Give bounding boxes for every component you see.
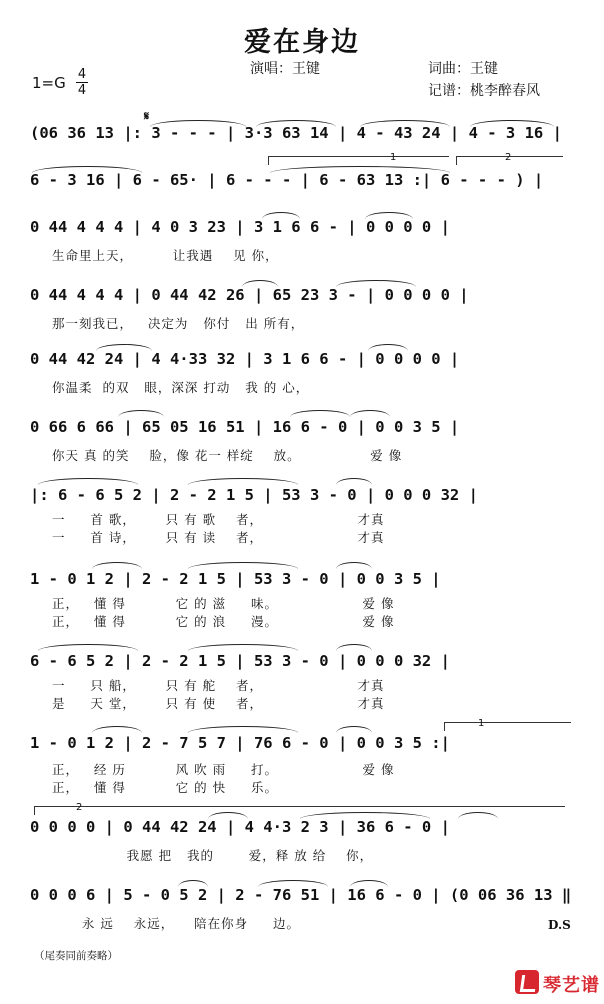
score-row-3-notes: 0 44 42 24 | 4 4·33 32 | 3 1 6 6 - | 0 0 0 0 | [30, 350, 460, 368]
footer-note: （尾奏同前奏略） [34, 950, 118, 962]
slur [96, 344, 152, 351]
slur [208, 812, 248, 819]
slur [336, 280, 416, 287]
score-row-6-lyric-1: 正， 懂 得 它 的 滋 味。 爱 像 [52, 596, 395, 611]
song-title: 爱在身边 [244, 27, 360, 58]
transcriber-credit: 记谱：桃李醉春风 [428, 83, 540, 99]
slur [336, 478, 372, 485]
slur [38, 478, 138, 485]
slur [92, 562, 142, 569]
slur [188, 478, 298, 485]
ds-marking: D.S [548, 918, 571, 932]
score-row-9-notes: 0 0 0 0 | 0 44 42 24 | 4 4·3 2 3 | 36 6 - 0 | [30, 818, 450, 836]
score-row-4-lyric-1: 你天 真 的笑 脸，像 花一 样绽 放。 爱 像 [52, 448, 403, 463]
time-signature-top: 4 [77, 67, 87, 82]
key-signature: 1=G [32, 74, 66, 92]
volta-number-chorus: 1 [478, 718, 485, 729]
slur [262, 212, 300, 219]
slur [470, 120, 554, 127]
score-row-7-notes: 6 - 6 5 2 | 2 - 2 1 5 | 53 3 - 0 | 0 0 0 32 | [30, 652, 450, 670]
slur [336, 644, 372, 651]
lyricist-credit: 词曲：王键 [428, 61, 498, 77]
volta-number-2: 2 [505, 152, 512, 163]
time-signature [76, 68, 88, 97]
slur [256, 120, 336, 127]
score-row-5-lyric-2: 一 首 诗， 只 有 读 者， 才真 [52, 530, 385, 545]
score-row-10-lyric-1: 永 远 永远， 陪在你身 边。 [52, 916, 300, 931]
slur [188, 562, 298, 569]
volta-number-ending: 2 [76, 802, 83, 813]
score-row-10-notes: 0 0 0 6 | 5 - 0 5 2 | 2 - 76 51 | 16 6 - 0 | (0 06 36 13 ‖ [30, 886, 572, 904]
slur [188, 644, 298, 651]
volta-bracket-chorus [444, 722, 571, 731]
slur [270, 166, 450, 173]
slur [178, 880, 208, 887]
slur [368, 344, 408, 351]
time-signature-bottom: 4 [77, 83, 87, 98]
score-row-8-notes: 1 - 0 1 2 | 2 - 7 5 7 | 76 6 - 0 | 0 0 3 5 :| [30, 734, 450, 752]
score-row-5-lyric-1: 一 首 歌， 只 有 歌 者， 才真 [52, 512, 385, 527]
score-row-3-lyric-1: 你温柔 的双 眼，深深 打动 我 的 心， [52, 380, 310, 395]
intro-line-1: (06 36 13 |: 3 - - - | 3·3 63 14 | 4 - 43 24 | 4 - 3 16 | [30, 124, 562, 142]
score-row-9-lyric-1: 我愿 把 我的 爱，释 放 给 你， [52, 848, 374, 863]
slur [38, 644, 138, 651]
slur [188, 726, 298, 733]
volta-bracket-1 [268, 156, 449, 165]
score-row-1-lyric-1: 生命里上天， 让我遇 见 你， [52, 248, 279, 263]
score-row-7-lyric-1: 一 只 船， 只 有 舵 者， 才真 [52, 678, 385, 693]
slur [290, 410, 350, 417]
slur [92, 726, 142, 733]
score-row-7-lyric-2: 是 天 堂， 只 有 使 者， 才真 [52, 696, 385, 711]
singer-credit: 演唱：王键 [250, 61, 320, 77]
score-row-8-lyric-2: 正， 懂 得 它 的 快 乐。 [52, 780, 278, 795]
slur [242, 280, 278, 287]
score-row-8-lyric-1: 正， 经 历 风 吹 雨 打。 爱 像 [52, 762, 395, 777]
slur [360, 120, 450, 127]
slur [118, 410, 164, 417]
volta-number-1: 1 [390, 152, 397, 163]
slur [336, 726, 372, 733]
segno-icon: 𝄋 [144, 109, 150, 123]
site-logo[interactable] [515, 968, 601, 998]
logo-icon [515, 970, 539, 994]
score-row-2-notes: 0 44 4 4 4 | 0 44 42 26 | 65 23 3 - | 0 0 0 0 | [30, 286, 469, 304]
slur [150, 120, 246, 127]
slur [458, 812, 498, 819]
slur [350, 410, 390, 417]
slur [336, 562, 372, 569]
slur [300, 812, 430, 819]
score-row-6-notes: 1 - 0 1 2 | 2 - 2 1 5 | 53 3 - 0 | 0 0 3 5 | [30, 570, 441, 588]
score-row-5-notes: |: 6 - 6 5 2 | 2 - 2 1 5 | 53 3 - 0 | 0 0 0 32 | [30, 486, 478, 504]
score-row-2-lyric-1: 那一刻我已， 决定为 你付 出 所有， [52, 316, 305, 331]
slur [365, 212, 413, 219]
slur [32, 166, 142, 173]
score-row-4-notes: 0 66 6 66 | 65 05 16 51 | 16 6 - 0 | 0 0 3 5 | [30, 418, 460, 436]
score-row-6-lyric-2: 正， 懂 得 它 的 浪 漫。 爱 像 [52, 614, 395, 629]
slur [350, 880, 388, 887]
score-row-1-notes: 0 44 4 4 4 | 4 0 3 23 | 3 1 6 6 - | 0 0 0 0 | [30, 218, 450, 236]
slur [258, 880, 328, 887]
logo-text: 琴艺谱 [543, 975, 600, 996]
intro-line-2: 6 - 3 16 | 6 - 65· | 6 - - - | 6 - 63 13 :| 6 - - - ) | [30, 171, 544, 189]
